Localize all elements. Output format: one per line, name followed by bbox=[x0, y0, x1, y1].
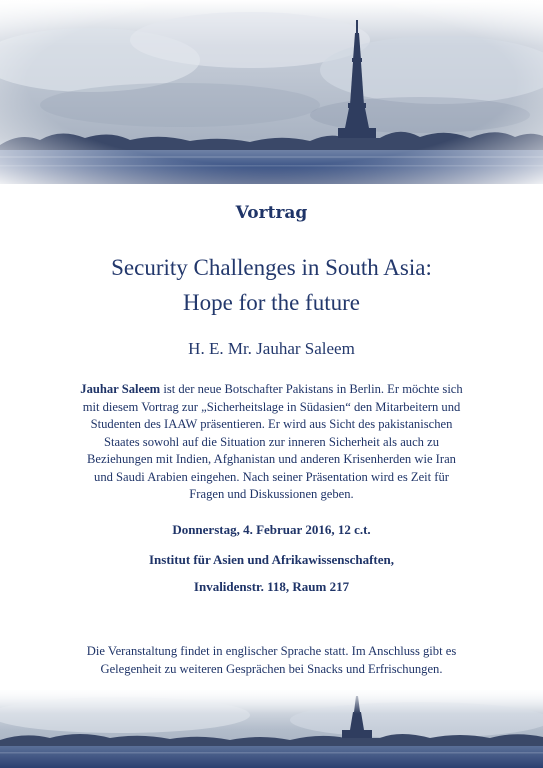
description-line: Fragen und Diskussionen geben. bbox=[189, 487, 354, 501]
description-line: und Saudi Arabien eingehen. Nach seiner Präsentation wird es Zeit für bbox=[94, 469, 449, 484]
description-line: Studenten des IAAW präsentieren. Er wird aus Sicht des pakistanischen bbox=[90, 417, 453, 431]
event-room: Invalidenstr. 118, Raum 217 bbox=[193, 579, 350, 594]
description-line: mit diesem Vortrag zur „Sicherheitslage in Südasien“ den Mitarbeitern und bbox=[82, 399, 461, 414]
lecture-title-line-1: Security Challenges in South Asia: bbox=[111, 255, 432, 280]
minar-landscape-image bbox=[0, 0, 543, 184]
lecture-label: Vortrag bbox=[235, 203, 308, 223]
lecture-title bbox=[0, 250, 543, 320]
note-line: Gelegenheit zu weiteren Gesprächen bei Snacks und Erfrischungen. bbox=[100, 661, 443, 676]
header-photo bbox=[0, 0, 543, 184]
speaker-name: H. E. Mr. Jauhar Saleem bbox=[188, 339, 355, 358]
description-line: Staates sowohl auf die Situation zur inneren Sicherheit als auch zu bbox=[103, 434, 440, 449]
description-paragraph bbox=[44, 381, 499, 504]
minar-landscape-footer-image bbox=[0, 690, 543, 768]
description-line bbox=[44, 381, 499, 399]
lecture-title-line-2: Hope for the future bbox=[183, 290, 360, 315]
description-line: Beziehungen mit Indien, Afghanistan und anderen Krisenherden wie Iran bbox=[87, 452, 456, 466]
note-line: Die Veranstaltung findet in englischer Sprache statt. Im Anschluss gibt es bbox=[86, 644, 457, 658]
event-date: Donnerstag, 4. Februar 2016, 12 c.t. bbox=[172, 522, 371, 537]
event-institute: Institut für Asien und Afrikawissenschaften, bbox=[148, 552, 394, 567]
speaker-name-highlight: Jauhar Saleem bbox=[80, 382, 161, 396]
description-text: ist der neue Botschafter Pakistans in Berlin. Er möchte sich bbox=[160, 382, 463, 396]
footer-photo bbox=[0, 690, 543, 768]
language-note bbox=[40, 643, 503, 678]
